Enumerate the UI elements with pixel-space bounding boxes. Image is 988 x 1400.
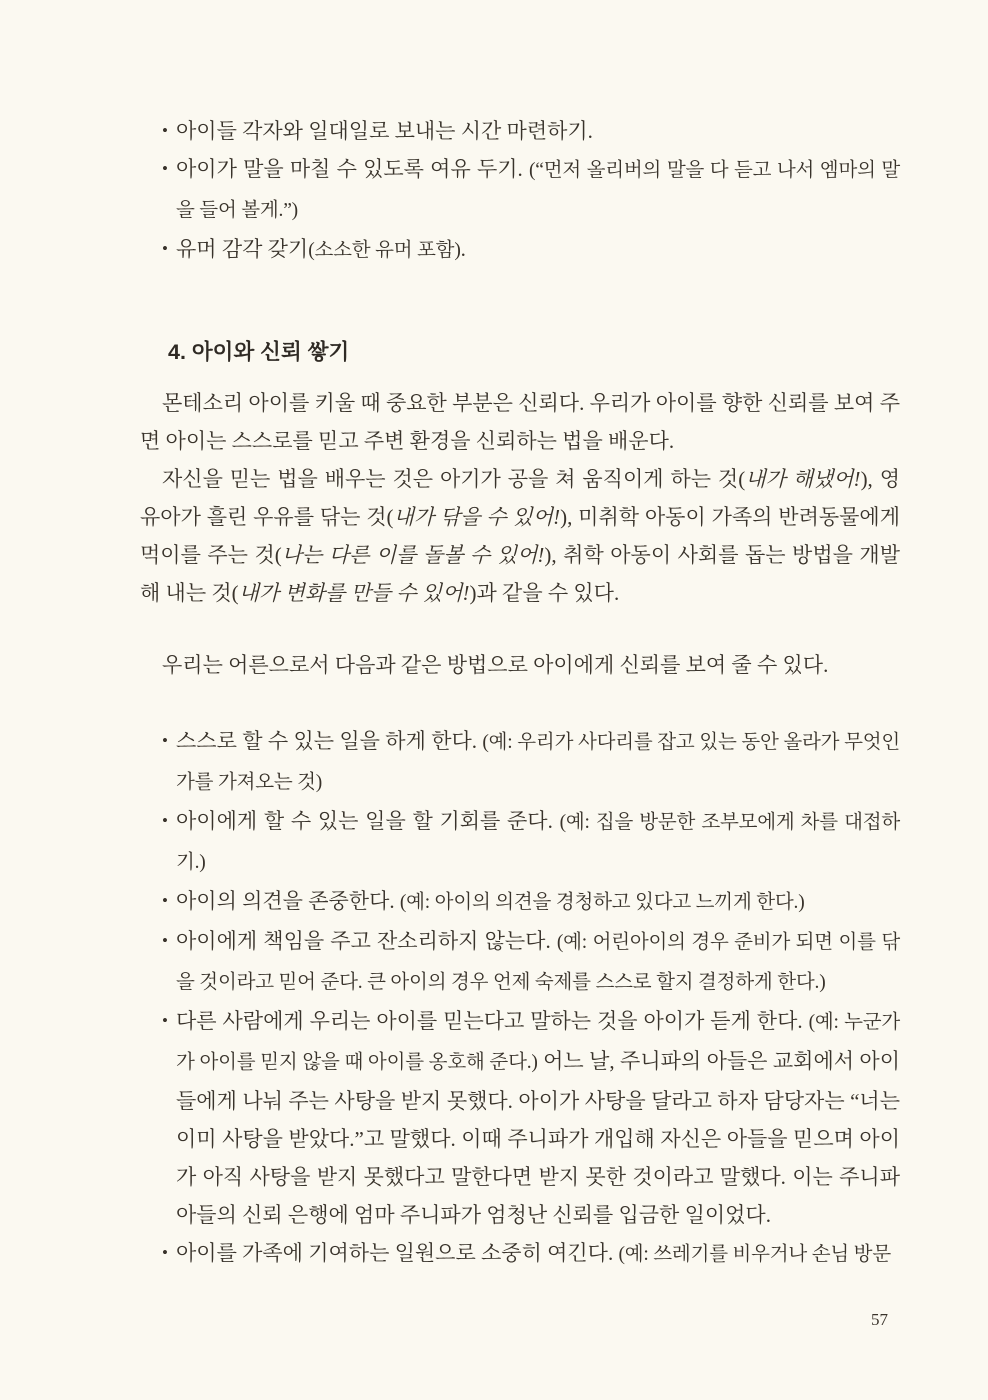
text-run: 어느 날, 주니파의 아들은 교회에서 아이들에게 나눠 주는 사탕을 받지 못했다. 아이가 사탕을 달라고 하자 담당자는 “너는 이미 사탕을 받았다.”고 말했다. 이때 주니파가 개입해 자신은 아들을 믿으며 아이가 아직 사탕을 받지 못했다고 말한다면 받지 못한 것이라고 말했다. 이는 주니파 아들의 신뢰 은행에 엄마 주니파가 엄청난 신뢰를 입금한 일이었다. [176, 1049, 901, 1227]
text-run: (예: 우리가 사다리를 잡고 있는 동안 올라가 무엇인가를 가져오는 것) [176, 732, 901, 793]
list-item [140, 1002, 900, 1234]
text-run: ), 취학 아동이 사회를 돕는 방법을 개발해 내는 것( [140, 543, 900, 605]
text-run: 아이가 말을 마칠 수 있도록 여유 두기. [176, 157, 529, 181]
text-run: )과 같을 수 있다. [469, 581, 620, 605]
list-item [140, 230, 900, 270]
text-run: 나는 다른 이를 돌볼 수 있어! [281, 543, 545, 567]
list-item [140, 150, 900, 230]
paragraph [140, 460, 900, 612]
text-run: ), 미취학 아동이 가족의 반려동물에게 먹이를 주는 것( [140, 505, 900, 567]
text-run: 자신을 믿는 법을 배우는 것은 아기가 공을 쳐 움직이게 하는 것( [162, 467, 746, 491]
text-run: 몬테소리 아이를 키울 때 중요한 부분은 신뢰다. 우리가 아이를 향한 신뢰를 보여 주면 아이는 스스로를 믿고 주변 환경을 신뢰하는 법을 배운다. [140, 391, 900, 453]
section-heading: 4. 아이와 신뢰 쌓기 [168, 340, 350, 364]
text-run: 우리는 어른으로서 다음과 같은 방법으로 아이에게 신뢰를 보여 줄 수 있다. [162, 653, 829, 677]
list-item [140, 802, 900, 882]
paragraph [140, 384, 900, 460]
paragraph [140, 646, 900, 684]
text-run: . [460, 237, 466, 261]
text-run: (예: 쓰레기를 비우거나 손님 방문 [618, 1244, 891, 1265]
text-run: (예: 누군가가 아이를 믿지 않을 때 아이를 옹호해 준다.) [176, 1012, 900, 1073]
trust-methods-list [140, 722, 900, 1274]
text-run: 내가 변화를 만들 수 있어! [238, 581, 470, 605]
text-run: 아이에게 책임을 주고 잔소리하지 않는다. [176, 929, 557, 953]
list-item [140, 882, 900, 922]
text-run: (소소한 유머 포함) [308, 240, 461, 261]
text-run: 아이에게 할 수 있는 일을 할 기회를 준다. [176, 809, 560, 833]
list-item [140, 722, 900, 802]
list-item [140, 112, 900, 150]
page-number: 57 [871, 1310, 888, 1329]
top-bullet-list [140, 112, 900, 270]
list-item [140, 922, 900, 1002]
text-run: (예: 아이의 의견을 경청하고 있다고 느끼게 한다.) [399, 892, 805, 913]
text-run: 유머 감각 갖기 [176, 237, 309, 261]
text-run: 아이의 의견을 존중한다. [176, 889, 400, 913]
text-run: 다른 사람에게 우리는 아이를 믿는다고 말하는 것을 아이가 듣게 한다. [176, 1009, 809, 1033]
text-run: 내가 닦을 수 있어! [393, 505, 561, 529]
text-run: 내가 해냈어! [745, 467, 861, 491]
text-run: (예: 집을 방문한 조부모에게 차를 대접하기.) [176, 812, 900, 873]
text-run: 아이들 각자와 일대일로 보내는 시간 마련하기. [176, 119, 593, 143]
text-run: 아이를 가족에 기여하는 일원으로 소중히 여긴다. [176, 1241, 619, 1265]
text-run: 스스로 할 수 있는 일을 하게 한다. [176, 729, 483, 753]
text-run: (“먼저 올리버의 말을 다 듣고 나서 엠마의 말을 들어 볼게.”) [176, 160, 900, 221]
list-item [140, 1234, 900, 1274]
text-run: ), 영유아가 흘린 우유를 닦는 것( [140, 467, 900, 529]
text-run: (예: 어린아이의 경우 준비가 되면 이를 닦을 것이라고 믿어 준다. 큰 아이의 경우 언제 숙제를 스스로 할지 결정하게 한다.) [176, 932, 900, 993]
